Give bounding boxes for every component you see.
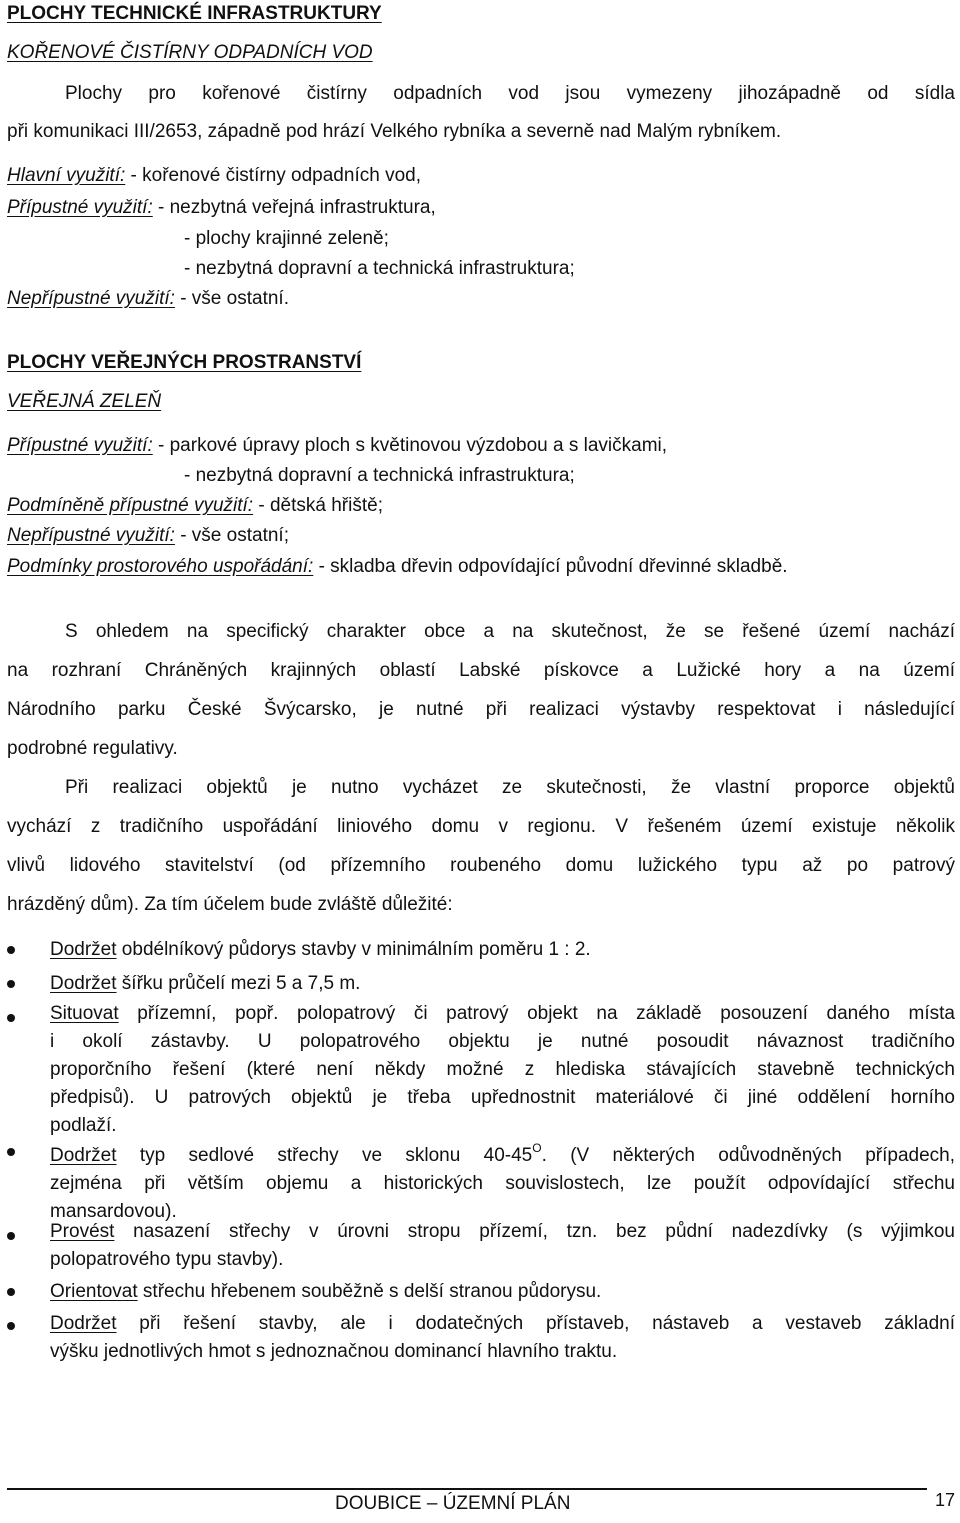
- permitted-use-label: Přípustné využití:: [7, 435, 153, 456]
- permitted-use-label: Přípustné využití:: [7, 197, 153, 218]
- section-subtitle: KOŘENOVÉ ČISTÍRNY ODPADNÍCH VOD: [7, 42, 373, 63]
- permitted-use-item: - nezbytná dopravní a technická infrastruktura;: [184, 465, 575, 486]
- permitted-use-item: - plochy krajinné zeleně;: [184, 228, 389, 249]
- conditional-use-label: Podmíněně přípustné využití:: [7, 495, 254, 516]
- degree-superscript: O: [532, 1141, 542, 1155]
- spatial-conditions-row: [7, 555, 788, 579]
- bullet-text: střechu hřebenem souběžně s delší stranou půdorysu.: [137, 1281, 602, 1302]
- paragraph-line: vlivů lidového stavitelství (od přízemního roubeného domu lužického typu až po patrový: [7, 855, 955, 876]
- paragraph-line: podrobné regulativy.: [7, 738, 178, 759]
- bullet-icon: [7, 1232, 15, 1240]
- bullet-keyword: Dodržet: [50, 1313, 117, 1334]
- bullet-text: . (V některých odůvodněných případech,: [541, 1145, 955, 1166]
- forbidden-use-label: Nepřípustné využití:: [7, 525, 175, 546]
- paragraph-line: Národního parku České Švýcarsko, je nutné při realizaci výstavby respektovat i následující: [7, 699, 955, 720]
- permitted-use-item: - nezbytná dopravní a technická infrastruktura;: [184, 258, 575, 279]
- bullet-icon: [7, 980, 15, 988]
- main-use-value: - kořenové čistírny odpadních vod,: [125, 165, 421, 186]
- main-use-row: [7, 164, 421, 188]
- bullet-text: proporčního řešení (které není někdy možné z hlediska stávajících stavebně technických: [50, 1059, 955, 1080]
- bullet-text: typ sedlové střechy ve sklonu 40-45: [116, 1145, 533, 1166]
- bullet-icon: [7, 1288, 15, 1296]
- paragraph-line: hrázděný dům). Za tím účelem bude zvláště důležité:: [7, 894, 453, 915]
- conditional-use-value: - dětská hřiště;: [253, 495, 383, 516]
- forbidden-use-row: [7, 524, 289, 548]
- main-use-label: Hlavní využití:: [7, 165, 126, 186]
- bullet-text: šířku průčelí mezi 5 a 7,5 m.: [116, 973, 361, 994]
- section-subtitle: VEŘEJNÁ ZELEŇ: [7, 391, 162, 412]
- bullet-text: předpisů). U patrových objektů je třeba upřednostnit materiálové či jiné oddělení horního: [50, 1087, 955, 1108]
- bullet-icon: [7, 1014, 15, 1022]
- bullet-text: obdélníkový půdorys stavby v minimálním poměru 1 : 2.: [116, 939, 591, 960]
- bullet-icon: [7, 1322, 15, 1330]
- forbidden-use-value: - vše ostatní;: [174, 525, 289, 546]
- bullet-keyword: Situovat: [50, 1003, 119, 1024]
- bullet-text: přízemní, popř. polopatrový či patrový objekt na základě posouzení daného místa: [118, 1003, 955, 1024]
- footer-title: DOUBICE – ÚZEMNÍ PLÁN: [335, 1493, 571, 1514]
- bullet-text: při řešení stavby, ale i dodatečných přístaveb, nástaveb a vestaveb základní: [116, 1313, 955, 1334]
- permitted-use-item: - parkové úpravy ploch s květinovou výzdobou a s lavičkami,: [152, 435, 668, 456]
- permitted-use-item: - nezbytná veřejná infrastruktura,: [152, 197, 436, 218]
- section-title: PLOCHY VEŘEJNÝCH PROSTRANSTVÍ: [7, 352, 362, 373]
- conditional-use-row: [7, 494, 383, 518]
- intro-line: při komunikaci III/2653, západně pod hrází Velkého rybníka a severně nad Malým rybníkem.: [7, 121, 782, 142]
- paragraph-line: Při realizaci objektů je nutno vycházet ze skutečnosti, že vlastní proporce objektů: [65, 777, 955, 798]
- bullet-text: polopatrového typu stavby).: [50, 1249, 284, 1270]
- bullet-keyword: Dodržet: [50, 973, 117, 994]
- bullet-text: podlaží.: [50, 1115, 117, 1136]
- section-title: PLOCHY TECHNICKÉ INFRASTRUKTURY: [7, 3, 382, 24]
- bullet-text: nasazení střechy v úrovni stropu přízemí, tzn. bez půdní nadezdívky (s výjimkou: [114, 1221, 955, 1242]
- bullet-keyword: Orientovat: [50, 1281, 138, 1302]
- spatial-conditions-label: Podmínky prostorového uspořádání:: [7, 556, 314, 577]
- bullet-keyword: Dodržet: [50, 939, 117, 960]
- forbidden-use-value: - vše ostatní.: [174, 288, 289, 309]
- permitted-use-row: [7, 434, 667, 458]
- bullet-text: zejména při větším objemu a historických souvislostech, lze použít odpovídající střechu: [50, 1173, 955, 1194]
- forbidden-use-label: Nepřípustné využití:: [7, 288, 175, 309]
- forbidden-use-row: [7, 287, 289, 311]
- bullet-text: mansardovou).: [50, 1201, 177, 1222]
- intro-line: Plochy pro kořenové čistírny odpadních vod jsou vymezeny jihozápadně od sídla: [65, 83, 955, 104]
- bullet-keyword: Dodržet: [50, 1145, 117, 1166]
- bullet-text: výšku jednotlivých hmot s jednoznačnou dominancí hlavního traktu.: [50, 1341, 618, 1362]
- bullet-icon: [7, 1148, 15, 1156]
- page-number: 17: [935, 1490, 956, 1510]
- permitted-use-row: [7, 196, 436, 220]
- paragraph-line: na rozhraní Chráněných krajinných oblastí Labské pískovce a Lužické hory a na území: [7, 660, 955, 681]
- spatial-conditions-value: - skladba dřevin odpovídající původní dřevinné skladbě.: [313, 556, 788, 577]
- footer-rule: [7, 1488, 927, 1490]
- bullet-text: i okolí zástavby. U polopatrového objektu je nutné posoudit návaznost tradičního: [50, 1031, 955, 1052]
- bullet-keyword: Provést: [50, 1221, 115, 1242]
- paragraph-line: S ohledem na specifický charakter obce a na skutečnost, že se řešené území nachází: [65, 621, 955, 642]
- paragraph-line: vychází z tradičního uspořádání liniového domu v regionu. V řešeném území existuje několik: [7, 816, 955, 837]
- bullet-icon: [7, 946, 15, 954]
